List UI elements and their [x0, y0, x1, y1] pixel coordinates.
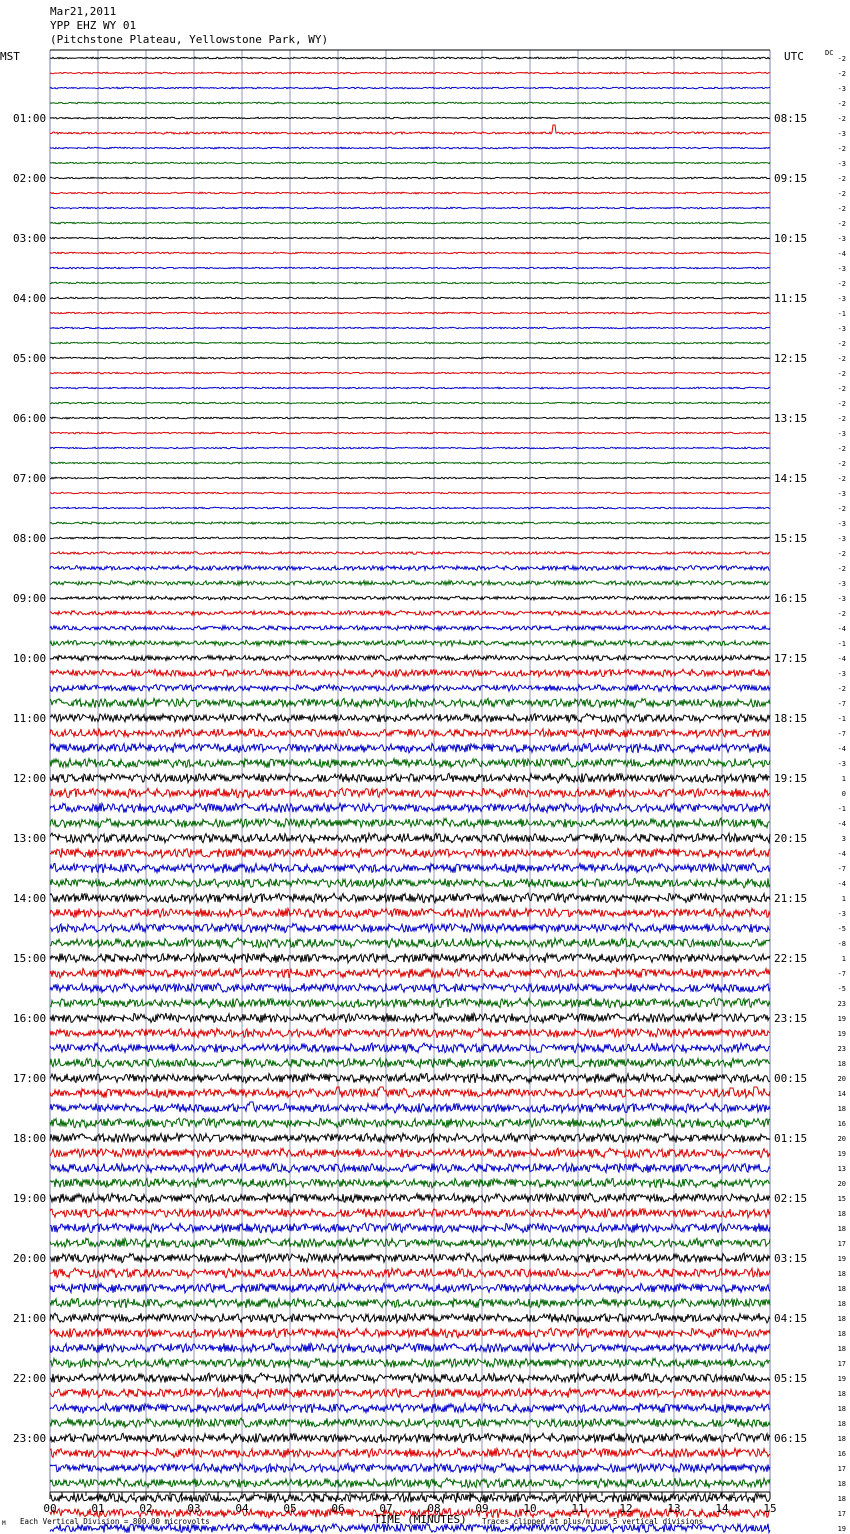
trace-line [50, 655, 770, 661]
dc-offset-label: 17 [837, 1240, 846, 1248]
dc-offset-label: -7 [837, 865, 846, 873]
right-hour-label: 20:15 [774, 832, 808, 845]
trace-line [50, 1313, 770, 1323]
trace-line [50, 252, 770, 254]
dc-offset-label: -5 [837, 985, 846, 993]
trace-line [50, 908, 770, 917]
trace-line [50, 938, 770, 948]
right-hour-label: 08:15 [774, 112, 808, 125]
corner-mark: M [2, 1520, 6, 1527]
left-hour-label: 02:00 [13, 172, 47, 185]
dc-offset-label: -7 [837, 700, 846, 708]
trace-line [50, 1433, 770, 1443]
dc-offset-label: -2 [837, 145, 846, 153]
left-hour-label: 20:00 [13, 1252, 47, 1265]
dc-offset-label: -1 [837, 715, 846, 723]
dc-offset-label: -4 [837, 655, 846, 663]
dc-offset-label: 18 [837, 1390, 846, 1398]
trace-line [50, 1418, 770, 1427]
dc-offset-label: -8 [837, 940, 846, 948]
dc-offset-label: 18 [837, 1060, 846, 1068]
dc-offset-label: -3 [837, 235, 846, 243]
right-hour-label: 17:15 [774, 652, 808, 665]
trace-line [50, 417, 770, 419]
left-hour-label: 18:00 [13, 1132, 47, 1145]
dc-offset-label: -2 [837, 415, 846, 423]
trace-line [50, 1373, 770, 1383]
dc-offset-label: -2 [837, 340, 846, 348]
dc-header-label: DC [825, 49, 834, 57]
trace-line [50, 102, 770, 104]
trace-line [50, 1448, 770, 1458]
dc-offset-label: 1 [841, 955, 846, 963]
left-hour-label: 13:00 [13, 832, 47, 845]
trace-line [50, 1328, 770, 1338]
dc-offset-label: -4 [837, 820, 846, 828]
trace-line [50, 492, 770, 494]
trace-line [50, 552, 770, 555]
trace-line [50, 596, 770, 600]
dc-offset-label: 3 [841, 835, 846, 843]
x-tick-label: 07 [379, 1502, 393, 1515]
right-hour-label: 01:15 [774, 1132, 808, 1145]
left-hour-label: 14:00 [13, 892, 47, 905]
x-tick-label: 08 [427, 1502, 441, 1515]
dc-offset-label: 14 [837, 1090, 846, 1098]
trace-line [50, 743, 770, 753]
dc-offset-label: 18 [837, 1435, 846, 1443]
dc-offset-label: -4 [837, 850, 846, 858]
trace-line [50, 125, 770, 134]
dc-offset-label: -7 [837, 970, 846, 978]
dc-offset-label: -2 [837, 175, 846, 183]
trace-line [50, 566, 770, 571]
dc-offset-label: 19 [837, 1030, 846, 1038]
right-time-labels [774, 112, 807, 1445]
dc-offset-label: 18 [837, 1495, 846, 1503]
trace-line [50, 267, 770, 269]
dc-offset-label: 20 [837, 1180, 846, 1188]
dc-offset-label: 16 [837, 1120, 846, 1128]
trace-line [50, 685, 770, 692]
dc-offset-label: -4 [837, 250, 846, 258]
plot-date: Mar21,2011 [50, 5, 117, 18]
right-hour-label: 05:15 [774, 1372, 808, 1385]
dc-offset-label: -3 [837, 535, 846, 543]
trace-line [50, 87, 770, 89]
trace-line [50, 537, 770, 539]
trace-line [50, 327, 770, 329]
dc-offset-label: -2 [837, 550, 846, 558]
trace-line [50, 773, 770, 783]
x-tick-label: 05 [283, 1502, 297, 1515]
x-tick-label: 13 [667, 1502, 681, 1515]
dc-offset-label: -2 [837, 355, 846, 363]
dc-offset-label: -2 [837, 385, 846, 393]
trace-line [50, 1253, 770, 1263]
dc-offset-label: 18 [837, 1210, 846, 1218]
trace-line [50, 698, 770, 708]
dc-offset-label: 20 [837, 1075, 846, 1083]
dc-offset-label: -3 [837, 160, 846, 168]
x-tick-label: 09 [475, 1502, 489, 1515]
trace-line [50, 162, 770, 164]
dc-offset-label: 23 [837, 1045, 846, 1053]
trace-line [50, 387, 770, 389]
x-tick-label: 03 [187, 1502, 201, 1515]
station-id: YPP EHZ WY 01 [50, 19, 137, 32]
dc-offset-label: -1 [837, 310, 846, 318]
trace-line [50, 833, 770, 843]
dc-offset-label: 18 [837, 1300, 846, 1308]
trace-line [50, 923, 770, 933]
trace-line [50, 1013, 770, 1023]
trace-line [50, 522, 770, 524]
dc-offset-label: 23 [837, 1000, 846, 1008]
trace-line [50, 863, 770, 873]
x-tick-label: 12 [619, 1502, 633, 1515]
trace-line [50, 57, 770, 59]
dc-offset-label: 18 [837, 1315, 846, 1323]
x-axis-title: TIME (MINUTES) [374, 1513, 467, 1526]
trace-line [50, 402, 770, 404]
dc-offset-label: -1 [837, 640, 846, 648]
trace-line [50, 1148, 770, 1158]
dc-offset-label: -2 [837, 685, 846, 693]
trace-line [50, 207, 770, 209]
trace-line [50, 1118, 770, 1128]
dc-offset-label: -2 [837, 475, 846, 483]
trace-line [50, 1043, 770, 1053]
trace-line [50, 1208, 770, 1218]
dc-offset-label: -2 [837, 55, 846, 63]
trace-line [50, 611, 770, 616]
trace-line [50, 729, 770, 738]
left-hour-label: 05:00 [13, 352, 47, 365]
dc-offset-label: -2 [837, 610, 846, 618]
dc-offset-label: -3 [837, 595, 846, 603]
trace-line [50, 282, 770, 284]
trace-line [50, 1178, 770, 1188]
right-hour-label: 18:15 [774, 712, 808, 725]
dc-offset-label: -1 [837, 805, 846, 813]
trace-line [50, 312, 770, 314]
left-hour-label: 15:00 [13, 952, 47, 965]
dc-offset-label: -3 [837, 910, 846, 918]
trace-line [50, 1028, 770, 1038]
right-hour-label: 04:15 [774, 1312, 808, 1325]
seismic-traces [50, 57, 770, 1534]
trace-line [50, 1102, 770, 1113]
x-tick-label: 10 [523, 1502, 537, 1515]
left-hour-label: 07:00 [13, 472, 47, 485]
x-tick-label: 06 [331, 1502, 345, 1515]
trace-line [50, 1223, 770, 1233]
dc-offset-label: -2 [837, 400, 846, 408]
dc-offset-label: 1 [841, 775, 846, 783]
trace-line [50, 237, 770, 239]
scale-footnote: Each Vertical Division = 800.00 microvolts [20, 1517, 210, 1526]
trace-line [50, 714, 770, 723]
dc-offset-label: -3 [837, 265, 846, 273]
trace-line [50, 1404, 770, 1413]
trace-line [50, 998, 770, 1008]
dc-offset-label: 13 [837, 1165, 846, 1173]
dc-offset-label: -4 [837, 880, 846, 888]
dc-offset-label: -3 [837, 430, 846, 438]
left-hour-label: 22:00 [13, 1372, 47, 1385]
right-hour-label: 13:15 [774, 412, 808, 425]
left-hour-label: 01:00 [13, 112, 47, 125]
dc-offset-label: -5 [837, 925, 846, 933]
trace-line [50, 758, 770, 768]
right-hour-label: 12:15 [774, 352, 808, 365]
trace-line [50, 788, 770, 798]
dc-offset-label: 19 [837, 1015, 846, 1023]
dc-offset-label: 16 [837, 1450, 846, 1458]
trace-line [50, 1343, 770, 1352]
trace-line [50, 1074, 770, 1083]
trace-line [50, 177, 770, 179]
dc-offset-label: 18 [837, 1405, 846, 1413]
left-hour-label: 17:00 [13, 1072, 47, 1085]
trace-line [50, 640, 770, 646]
right-hour-label: 09:15 [774, 172, 808, 185]
trace-line [50, 1463, 770, 1473]
trace-line [50, 803, 770, 812]
dc-offset-label: 18 [837, 1270, 846, 1278]
dc-offset-label: 18 [837, 1225, 846, 1233]
dc-offset-label: 19 [837, 1375, 846, 1383]
right-hour-label: 19:15 [774, 772, 808, 785]
trace-line [50, 1087, 770, 1098]
dc-offset-label: 0 [841, 790, 846, 798]
minute-grid [50, 50, 770, 1492]
right-hour-label: 03:15 [774, 1252, 808, 1265]
trace-line [50, 1058, 770, 1068]
trace-line [50, 462, 770, 464]
x-tick-label: 14 [715, 1502, 729, 1515]
trace-line [50, 342, 770, 344]
dc-offset-label: 18 [837, 1105, 846, 1113]
dc-offset-label: 18 [837, 1330, 846, 1338]
right-hour-label: 10:15 [774, 232, 808, 245]
station-location: (Pitchstone Plateau, Yellowstone Park, WY) [50, 33, 329, 46]
trace-line [50, 626, 770, 631]
dc-offset-label: -2 [837, 565, 846, 573]
trace-line [50, 1193, 770, 1203]
dc-offset-label: -2 [837, 115, 846, 123]
dc-offset-label: -2 [837, 370, 846, 378]
trace-line [50, 117, 770, 119]
dc-offset-label: -3 [837, 325, 846, 333]
dc-offset-label: -2 [837, 505, 846, 513]
dc-offset-label: -3 [837, 85, 846, 93]
left-hour-label: 19:00 [13, 1192, 47, 1205]
right-hour-label: 22:15 [774, 952, 808, 965]
right-timezone-label: UTC [784, 50, 804, 63]
dc-offset-label: 1 [841, 895, 846, 903]
trace-line [50, 1133, 770, 1143]
trace-line [50, 372, 770, 374]
left-hour-label: 12:00 [13, 772, 47, 785]
dc-offset-label: -3 [837, 490, 846, 498]
dc-offset-label: -7 [837, 730, 846, 738]
right-hour-label: 14:15 [774, 472, 808, 485]
trace-line [50, 1163, 770, 1173]
left-hour-label: 03:00 [13, 232, 47, 245]
trace-line [50, 893, 770, 903]
trace-line [50, 818, 770, 828]
trace-line [50, 1283, 770, 1293]
trace-line [50, 447, 770, 449]
clip-footnote: Traces clipped at plus/minus 5 vertical divisions [482, 1517, 704, 1526]
trace-line [50, 953, 770, 963]
trace-line [50, 507, 770, 509]
left-hour-label: 06:00 [13, 412, 47, 425]
dc-offset-label: 15 [837, 1195, 846, 1203]
dc-offset-label: -2 [837, 190, 846, 198]
trace-line [50, 848, 770, 858]
trace-line [50, 1358, 770, 1368]
trace-line [50, 983, 770, 992]
left-hour-label: 23:00 [13, 1432, 47, 1445]
trace-line [50, 1299, 770, 1308]
left-hour-label: 10:00 [13, 652, 47, 665]
left-hour-label: 16:00 [13, 1012, 47, 1025]
dc-offset-label: -2 [837, 445, 846, 453]
dc-offset-label: -3 [837, 580, 846, 588]
trace-line [50, 72, 770, 74]
right-hour-label: 00:15 [774, 1072, 808, 1085]
dc-offset-label: 19 [837, 1525, 846, 1533]
trace-line [50, 1238, 770, 1247]
dc-offset-label: 19 [837, 1150, 846, 1158]
x-tick-label: 15 [763, 1502, 777, 1515]
left-hour-label: 04:00 [13, 292, 47, 305]
trace-line [50, 669, 770, 677]
trace-line [50, 477, 770, 479]
trace-line [50, 432, 770, 434]
dc-offset-label: -2 [837, 100, 846, 108]
left-hour-label: 08:00 [13, 532, 47, 545]
x-tick-label: 02 [139, 1502, 153, 1515]
left-timezone-label: MST [0, 50, 20, 63]
right-hour-label: 21:15 [774, 892, 808, 905]
dc-offset-label: -3 [837, 520, 846, 528]
right-hour-label: 23:15 [774, 1012, 808, 1025]
dc-offset-label: 17 [837, 1360, 846, 1368]
trace-line [50, 357, 770, 359]
dc-offset-label: -3 [837, 670, 846, 678]
trace-line [50, 1478, 770, 1488]
dc-offset-label: -2 [837, 280, 846, 288]
trace-line [50, 222, 770, 224]
trace-line [50, 147, 770, 149]
x-tick-label: 11 [571, 1502, 585, 1515]
dc-offset-label: 19 [837, 1255, 846, 1263]
right-hour-label: 06:15 [774, 1432, 808, 1445]
right-hour-label: 15:15 [774, 532, 808, 545]
trace-line [50, 969, 770, 978]
left-time-labels [13, 112, 46, 1445]
dc-offset-label: 18 [837, 1345, 846, 1353]
dc-offset-label: -3 [837, 760, 846, 768]
x-tick-label: 01 [91, 1502, 105, 1515]
right-hour-label: 16:15 [774, 592, 808, 605]
dc-offset-label: 18 [837, 1480, 846, 1488]
right-hour-label: 02:15 [774, 1192, 808, 1205]
left-hour-label: 09:00 [13, 592, 47, 605]
dc-offset-label: -3 [837, 130, 846, 138]
trace-line [50, 1388, 770, 1398]
dc-offset-label: -2 [837, 70, 846, 78]
trace-line [50, 1268, 770, 1278]
dc-offset-label: -4 [837, 745, 846, 753]
x-tick-label: 04 [235, 1502, 249, 1515]
dc-offset-label: 17 [837, 1465, 846, 1473]
dc-offset-label: -2 [837, 460, 846, 468]
right-hour-label: 11:15 [774, 292, 808, 305]
dc-offset-label: -4 [837, 625, 846, 633]
trace-line [50, 581, 770, 586]
dc-offset-label: -2 [837, 205, 846, 213]
dc-offset-label: -3 [837, 295, 846, 303]
x-tick-label: 00 [43, 1502, 57, 1515]
dc-offset-label: 17 [837, 1510, 846, 1518]
dc-offset-label: 18 [837, 1420, 846, 1428]
trace-line [50, 192, 770, 194]
left-hour-label: 11:00 [13, 712, 47, 725]
dc-offset-label: -2 [837, 220, 846, 228]
dc-offset-labels [838, 55, 846, 1534]
dc-offset-label: 20 [837, 1135, 846, 1143]
trace-line [50, 878, 770, 888]
left-hour-label: 21:00 [13, 1312, 47, 1325]
dc-offset-label: 18 [837, 1285, 846, 1293]
trace-line [50, 297, 770, 299]
